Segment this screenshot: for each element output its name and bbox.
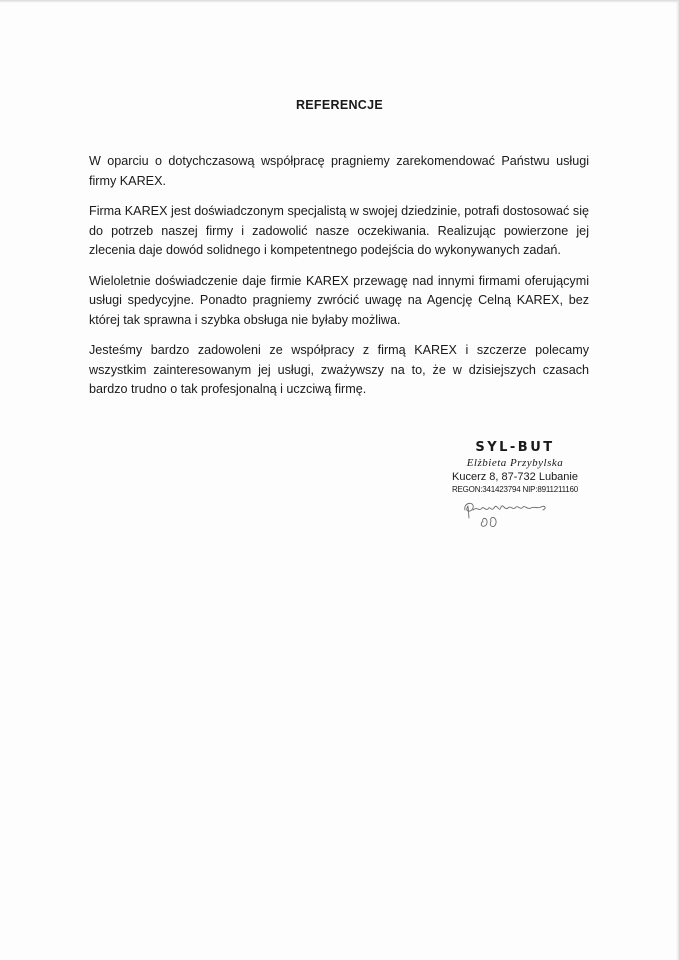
paragraph-2: Firma KAREX jest doświadczonym specjalistą w swojej dziedzinie, potrafi dostosować się do potrzeb naszej firmy i zadowolić nasze oczekiwania. Realizując powierzone jej zlecenia daje dowód solidnego i kompetentnego podejścia do wykonywanych zadań. [89,204,589,257]
paragraph-3: Wieloletnie doświadczenie daje firmie KAREX przewagę nad innymi firmami oferującymi usługi spedycyjne. Ponadto pragniemy zwrócić uwagę na Agencję Celną KAREX, bez której tak sprawna i szybka obsługa nie byłaby możliwa. [89,273,589,327]
handwritten-signature [455,496,555,536]
company-stamp [430,440,600,496]
scan-edge-top [0,0,679,3]
stamp-registration-ids: REGON:341423794 NIP:8911211160 [451,485,579,494]
paragraph-1: W oparciu o dotychczasową współpracę pragniemy zarekomendować Państwu usługi firmy KAREX. [89,154,589,188]
stamp-owner-name: Elżbieta Przybylska [466,457,564,469]
stamp-company-name: SYL-BUT [475,440,555,455]
paragraph-4: Jesteśmy bardzo zadowoleni ze współpracy z firmą KAREX i szczerze polecamy wszystkim zainteresowanym jej usługi, zważywszy na to, że w dzisiejszych czasach bardzo trudno o tak profesjonalną i uczciwą firmę. [89,343,589,396]
document-title: REFERENCJE [295,98,384,112]
stamp-address: Kucerz 8, 87-732 Lubanie [452,471,578,483]
document-body [89,152,589,411]
